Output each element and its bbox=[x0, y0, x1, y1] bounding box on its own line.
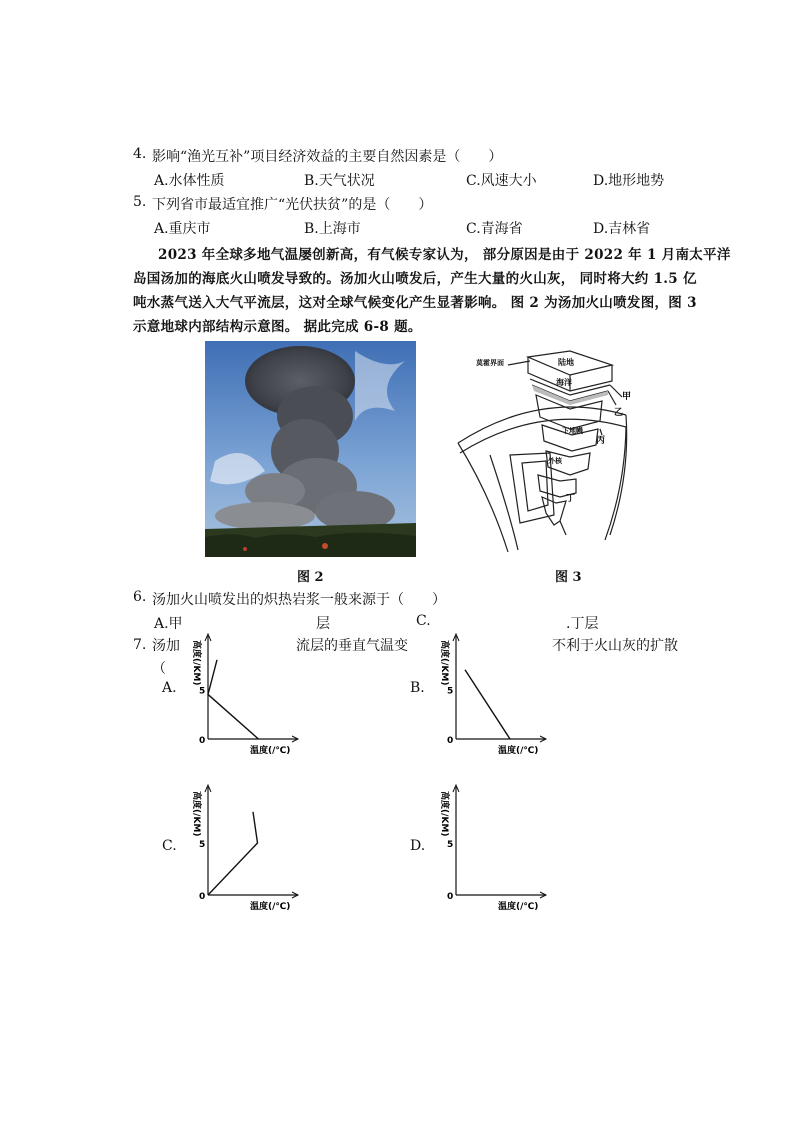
q7-stem-right: 不利于火山灰的扩散 bbox=[552, 638, 678, 654]
land-label: 陆地 bbox=[558, 358, 574, 367]
bing-label: 丙 bbox=[596, 436, 606, 446]
y-tick-0: 0 bbox=[199, 736, 206, 746]
moho-label: 莫霍界面 bbox=[476, 359, 504, 367]
q5-stem: 下列省市最适宜推广“光伏扶贫”的是（ ） bbox=[152, 197, 433, 213]
q6-option-c-fragment: C. bbox=[416, 613, 431, 629]
jia-label: 甲 bbox=[622, 392, 632, 402]
q6-stem: 汤加火山喷发出的炽热岩浆一般来源于（ ） bbox=[152, 592, 446, 608]
x-axis-label: 温度(/℃) bbox=[498, 746, 539, 756]
x-axis-label: 温度(/℃) bbox=[498, 902, 539, 912]
x-axis-label: 温度(/℃) bbox=[250, 902, 291, 912]
q7-stem-middle: 流层的垂直气温变 bbox=[296, 638, 408, 654]
temperature-profile-line bbox=[208, 812, 258, 895]
q4-option-b: B.天气状况 bbox=[304, 173, 375, 189]
temperature-profile-line bbox=[208, 660, 258, 739]
q6-number: 6. bbox=[133, 589, 147, 605]
q7-option-a-label: A. bbox=[162, 680, 177, 696]
chart-c bbox=[180, 783, 315, 913]
q7-option-d-label: D. bbox=[410, 838, 426, 854]
passage-line-1: 2023 年全球多地气温屡创新高，有气候专家认为， 部分原因是由于 2022 年 1 月南太平洋 bbox=[158, 247, 731, 263]
q4-option-c: C.风速大小 bbox=[466, 173, 537, 189]
volcano-eruption-photo bbox=[205, 341, 416, 557]
passage-line-4: 示意地球内部结构示意图。 据此完成 6-8 题。 bbox=[133, 319, 422, 335]
q5-option-d: D.吉林省 bbox=[593, 221, 651, 237]
q6-option-b-fragment: 层 bbox=[316, 616, 330, 632]
y-tick-5: 5 bbox=[447, 686, 454, 697]
q5-option-a: A.重庆市 bbox=[154, 221, 211, 237]
q4-option-d: D.地形地势 bbox=[593, 173, 665, 189]
y-axis-label: 高度(/KM) bbox=[191, 791, 201, 837]
outer-core-label: 外核 bbox=[548, 457, 562, 465]
lower-mantle-label: 下地幔 bbox=[562, 427, 583, 435]
q5-option-b: B.上海市 bbox=[304, 221, 361, 237]
q7-number: 7. bbox=[133, 637, 147, 653]
y-tick-0: 0 bbox=[447, 736, 454, 746]
y-axis-label: 高度(/KM) bbox=[191, 640, 201, 686]
q4-stem: 影响“渔光互补”项目经济效益的主要自然因素是（ ） bbox=[152, 149, 503, 165]
figure-2-caption: 图 2 bbox=[297, 570, 324, 585]
y-tick-5: 5 bbox=[199, 840, 206, 850]
q7-option-c-label: C. bbox=[162, 838, 177, 854]
passage-line-2: 岛国汤加的海底火山喷发导致的。汤加火山喷发后，产生大量的火山灰， 同时将大约 1.5 亿 bbox=[133, 271, 697, 287]
q4-number: 4. bbox=[133, 146, 147, 162]
q6-option-a: A.甲 bbox=[154, 616, 183, 632]
q7-paren: （ bbox=[152, 661, 166, 677]
y-axis-label: 高度(/KM) bbox=[439, 640, 449, 686]
q4-option-a: A.水体性质 bbox=[154, 173, 225, 189]
chart-a bbox=[180, 632, 315, 757]
earth-interior-diagram bbox=[450, 345, 632, 555]
figure-3-caption: 图 3 bbox=[555, 570, 582, 585]
q5-option-c: C.青海省 bbox=[466, 221, 523, 237]
q7-option-b-label: B. bbox=[410, 680, 425, 696]
temperature-profile-line bbox=[465, 670, 510, 739]
ocean-label: 海洋 bbox=[556, 378, 572, 387]
x-axis-label: 温度(/℃) bbox=[250, 746, 291, 756]
y-tick-0: 0 bbox=[199, 892, 206, 902]
q5-number: 5. bbox=[133, 194, 147, 210]
passage-line-3: 吨水蒸气送入大气平流层，这对全球气候变化产生显著影响。 图 2 为汤加火山喷发图，图 3 bbox=[133, 295, 697, 311]
y-tick-5: 5 bbox=[447, 840, 454, 850]
q6-option-d-fragment: .丁层 bbox=[566, 616, 599, 632]
chart-d bbox=[428, 783, 563, 913]
y-tick-5: 5 bbox=[199, 686, 206, 697]
chart-b bbox=[428, 632, 563, 757]
ding-label: 丁 bbox=[566, 494, 576, 504]
q7-stem-left: 汤加 bbox=[152, 638, 180, 654]
y-tick-0: 0 bbox=[447, 892, 454, 902]
y-axis-label: 高度(/KM) bbox=[439, 791, 449, 837]
yi-label: 乙 bbox=[614, 408, 624, 418]
